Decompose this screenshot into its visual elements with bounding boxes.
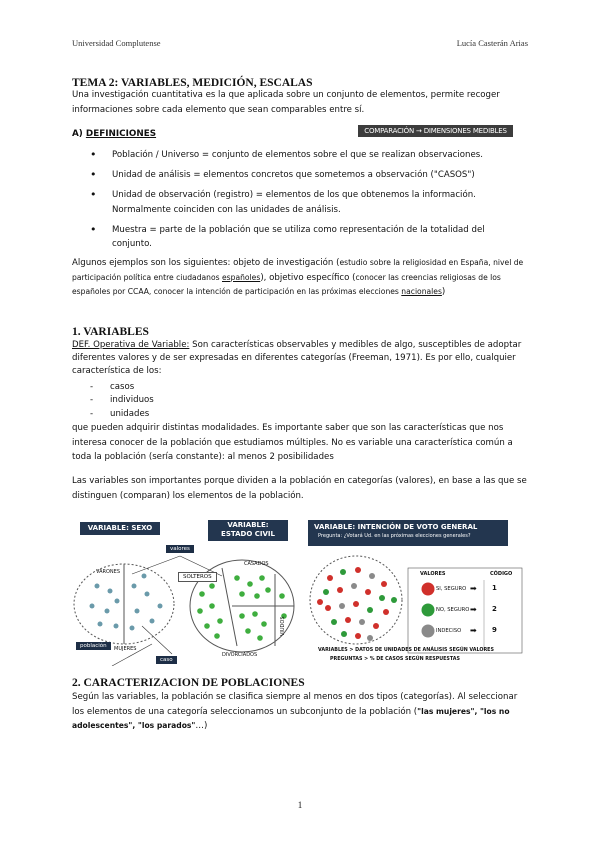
page-number: 1 bbox=[297, 800, 303, 810]
case-dot bbox=[209, 603, 215, 609]
voto-case-dot bbox=[345, 617, 351, 623]
case-dot bbox=[108, 589, 113, 594]
case-dot bbox=[142, 574, 147, 579]
voto-case-dot bbox=[331, 619, 337, 625]
definitions-list bbox=[90, 148, 510, 257]
comparison-badge: COMPARACIÓN → DIMENSIONES MEDIBLES bbox=[358, 125, 513, 137]
dash-item: - unidades bbox=[90, 408, 154, 421]
definition-item: • Población / Universo = conjunto de elementos sobre el que se realizan observaciones. bbox=[90, 148, 510, 162]
case-dot bbox=[145, 592, 150, 597]
case-dot bbox=[265, 587, 271, 593]
row-indeciso-code: 9 bbox=[492, 626, 497, 634]
case-dot bbox=[150, 619, 155, 624]
variable-definition bbox=[72, 339, 528, 379]
case-dot bbox=[247, 581, 253, 587]
case-dot bbox=[261, 621, 267, 627]
voto-diagram bbox=[308, 550, 532, 660]
voto-case-dot bbox=[391, 597, 397, 603]
voto-case-dot bbox=[355, 567, 361, 573]
case-dot bbox=[158, 604, 163, 609]
dash-item: - individuos bbox=[90, 394, 154, 407]
case-dot bbox=[90, 604, 95, 609]
voto-case-dot bbox=[340, 569, 346, 575]
tema-title: TEMA 2: VARIABLES, MEDICIÓN, ESCALAS bbox=[72, 77, 313, 89]
case-dot bbox=[130, 626, 135, 631]
case-dot bbox=[115, 599, 120, 604]
case-dot bbox=[257, 635, 263, 641]
example-1-underlined: españoles bbox=[222, 272, 261, 282]
examples-mid: ), objetivo específico ( bbox=[260, 272, 356, 283]
example-2: conocer las creencias religiosas de los españoles por CCAA, conocer la intención de participación en las próximas elecciones bbox=[72, 272, 501, 297]
caso-tag: caso bbox=[156, 656, 177, 664]
civil-label-2: ESTADO CIVIL bbox=[221, 530, 275, 538]
voto-title: VARIABLE: INTENCIÓN DE VOTO GENERAL bbox=[314, 523, 478, 531]
intro-paragraph: Una investigación cuantitativa es la que aplicada sobre un conjunto de elementos, permite recoger informaciones sobre cada elemento que sean comparables entre sí. bbox=[72, 90, 500, 115]
section-a-title: DEFINICIONES bbox=[85, 129, 157, 139]
case-dot bbox=[279, 593, 285, 599]
voto-case-dot bbox=[351, 583, 357, 589]
definition-item: • Unidad de observación (registro) = elementos de los que obtenemos la información. Normalmente coinciden con las unidades de análisis. bbox=[90, 188, 510, 216]
case-dot bbox=[199, 591, 205, 597]
voto-question: Pregunta: ¿Votará Ud. en las próximas elecciones generales? bbox=[318, 533, 471, 539]
case-dot bbox=[197, 608, 203, 614]
section-2-end: …) bbox=[195, 721, 208, 732]
voto-case-dot bbox=[373, 623, 379, 629]
case-dot bbox=[252, 611, 258, 617]
case-dot bbox=[114, 624, 119, 629]
solteros-label: SOLTEROS bbox=[178, 572, 217, 582]
voto-case-dot bbox=[337, 587, 343, 593]
voto-case-dot bbox=[379, 595, 385, 601]
definition-item: • Muestra = parte de la población que se utiliza como representación de la totalidad del conjunto. bbox=[90, 223, 510, 251]
section-2-quote: "las mujeres", "los no adolescentes", "los parados" bbox=[72, 706, 510, 731]
def-label: DEF. Operativa de Variable: bbox=[72, 340, 190, 350]
section-1-title: 1. VARIABLES bbox=[72, 326, 149, 338]
civil-label-1: VARIABLE: bbox=[227, 521, 269, 529]
section-2-paragraph bbox=[72, 690, 528, 734]
case-dot bbox=[234, 575, 240, 581]
voto-case-dot bbox=[359, 619, 365, 625]
voto-case-dot bbox=[355, 633, 361, 639]
poblacion-tag: población bbox=[76, 642, 111, 650]
examples-lead: Algunos ejemplos son los siguientes: objeto de investigación ( bbox=[72, 258, 340, 268]
voto-case-dot bbox=[383, 609, 389, 615]
dash-item: - casos bbox=[90, 381, 154, 394]
arrow-icon: ➡ bbox=[470, 605, 477, 614]
voto-header bbox=[308, 520, 508, 546]
voto-case-dot bbox=[323, 589, 329, 595]
row-no-code: 2 bbox=[492, 605, 497, 613]
case-dot bbox=[105, 609, 110, 614]
case-dot bbox=[98, 622, 103, 627]
example-2-underlined: nacionales bbox=[401, 287, 442, 297]
voto-case-dot bbox=[353, 601, 359, 607]
case-dot bbox=[209, 583, 215, 589]
voto-case-dot bbox=[369, 573, 375, 579]
header-left: Universidad Complutense bbox=[72, 38, 161, 48]
case-dot bbox=[204, 623, 210, 629]
case-dot bbox=[239, 591, 245, 597]
section-2-title: 2. CARACTERIZACION DE POBLACIONES bbox=[72, 677, 305, 689]
case-dot bbox=[217, 618, 223, 624]
case-dot bbox=[254, 593, 260, 599]
varones-label: VARONES bbox=[96, 569, 121, 575]
cases-list bbox=[90, 381, 154, 421]
legend-dot-si bbox=[422, 583, 435, 596]
section-a-heading bbox=[72, 129, 156, 139]
modalities-paragraph: que pueden adquirir distintas modalidades. Es importante saber que son las características que nos interesa conocer de la población que estudiamos múltiples. No es variable una característica común a toda la población (sería constante): al menos 2 posibilidades bbox=[72, 423, 513, 463]
figure-footnote-2: PREGUNTAS > % DE CASOS SEGÚN RESPUESTAS bbox=[330, 657, 460, 662]
case-dot bbox=[132, 584, 137, 589]
row-indeciso-label: INDECISO bbox=[436, 628, 462, 634]
categories-paragraph: Las variables son importantes porque dividen a la población en categorías (valores), en base a las que se distinguen (comparan) los elementos de la población. bbox=[72, 476, 527, 501]
case-dot bbox=[239, 613, 245, 619]
legend-dot-indeciso bbox=[422, 625, 435, 638]
case-dot bbox=[95, 584, 100, 589]
examples-paragraph bbox=[72, 256, 524, 300]
casados-label: CASADOS bbox=[244, 561, 269, 567]
case-dot bbox=[135, 609, 140, 614]
example-1: estudio sobre la religiosidad en España, nivel de participación política entre ciudadanos bbox=[72, 258, 524, 282]
row-si-code: 1 bbox=[492, 584, 497, 592]
arrow-icon: ➡ bbox=[470, 626, 477, 635]
variables-figure bbox=[72, 516, 532, 666]
voto-case-dot bbox=[367, 607, 373, 613]
definition-item: • Unidad de análisis = elementos concretos que sometemos a observación ("CASOS") bbox=[90, 168, 510, 182]
figure-footnote-1: VARIABLES > DATOS DE UNIDADES DE ANÁLISIS SEGÚN VALORES bbox=[318, 648, 494, 653]
def-text: Son características observables y medibles de algo, susceptibles de adoptar diferentes valores y de ser expresadas en diferentes categorías (Freeman, 1971). Es por ello, cualquier característica de los: bbox=[72, 340, 522, 377]
arrow-icon: ➡ bbox=[470, 584, 477, 593]
section-2-text: Según las variables, la población se clasifica siempre al menos en dos tipos (categorías). Al seleccionar los elementos de una categoría seleccionamos un subconjunto de la población ( bbox=[72, 692, 518, 717]
mujeres-label: MUJERES bbox=[114, 646, 137, 652]
sexo-label: VARIABLE: SEXO bbox=[80, 522, 160, 535]
voto-case-dot bbox=[367, 635, 373, 641]
voto-case-dot bbox=[365, 589, 371, 595]
examples-end: ) bbox=[441, 287, 446, 298]
row-no-label: NO, SEGURO bbox=[436, 607, 470, 613]
legend-dot-no bbox=[422, 604, 435, 617]
codigo-col-header: CÓDIGO bbox=[490, 571, 513, 577]
section-a-prefix: A) bbox=[72, 129, 86, 139]
arrow-line bbox=[132, 556, 180, 574]
case-dot bbox=[214, 633, 220, 639]
divorciados-label: DIVORCIADOS bbox=[222, 652, 258, 658]
voto-case-dot bbox=[317, 599, 323, 605]
viudos-label: VIUDOS bbox=[280, 616, 286, 636]
voto-case-dot bbox=[325, 605, 331, 611]
valores-col-header: VALORES bbox=[420, 571, 446, 577]
voto-case-dot bbox=[339, 603, 345, 609]
header-right: Lucía Casterán Arias bbox=[456, 38, 528, 48]
valores-tag: valores bbox=[166, 545, 194, 553]
case-dot bbox=[259, 575, 265, 581]
voto-case-dot bbox=[381, 581, 387, 587]
row-si-label: SI, SEGURO bbox=[436, 586, 467, 592]
voto-case-dot bbox=[341, 631, 347, 637]
case-dot bbox=[245, 628, 251, 634]
voto-case-dot bbox=[327, 575, 333, 581]
